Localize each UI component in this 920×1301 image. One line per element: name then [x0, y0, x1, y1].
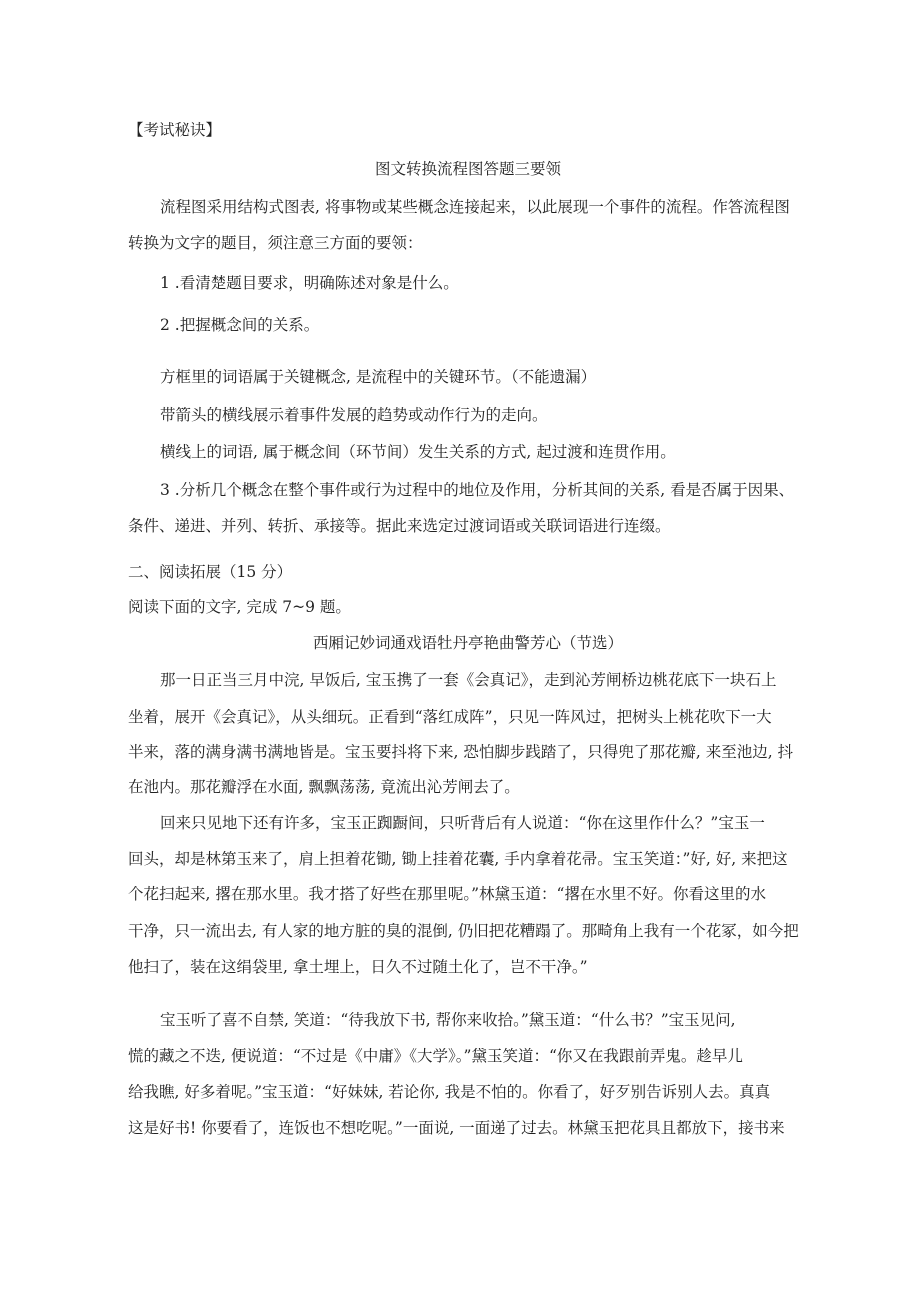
para2-line-4: 干净，只一流出去, 有人家的地方脏的臭的混倒, 仍旧把花糟蹋了。那畸角上我有一个花冢，如今把: [128, 922, 799, 940]
para3-line-3: 给我瞧, 好多着呢。”宝玉道：“好妹妹, 若论你, 我是不怕的。你看了，好歹别告诉别人去。真真: [128, 1083, 771, 1101]
para3-line-4: 这是好书! 你要看了，连饭也不想吃呢。”一面说, 一面递了过去。林黛玉把花具且都放下，接书来: [128, 1119, 785, 1137]
para3-line-2: 慌的藏之不迭, 便说道：“不过是《中庸》《大学》。”黛玉笑道：“你又在我跟前弄鬼。趁早儿: [128, 1047, 743, 1065]
para3-line-1: 宝玉听了喜不自禁, 笑道：“待我放下书, 帮你来收拾。”黛玉道：“什么书？”宝玉见问,: [160, 1011, 736, 1029]
intro-line-1: 流程图采用结构式图表, 将事物或某些概念连接起来，以此展现一个事件的流程。作答流程图: [160, 198, 790, 216]
para2-line-3: 个花扫起来, 撂在那水里。我才搭了好些在那里呢。”林黛玉道：“撂在水里不好。你看这里的水: [128, 885, 766, 903]
section-title: 二、阅读拓展（15 分）: [128, 563, 293, 581]
exam-tips-header: 【考试秘诀】: [128, 121, 222, 139]
point-2: 2 .把握概念间的关系。: [160, 316, 320, 334]
para1-line-4: 在池内。那花瓣浮在水面, 飘飘荡荡, 竟流出沁芳闸去了。: [128, 778, 520, 796]
reading-instruction: 阅读下面的文字, 完成 7~9 题。: [128, 598, 351, 616]
para2-line-5: 他扫了，装在这绢袋里, 拿土埋上，日久不过随土化了，岂不干净。”: [128, 958, 588, 976]
para1-line-1: 那一日正当三月中浣, 早饭后, 宝玉携了一套《会真记》，走到沁芳闸桥边桃花底下一块石上: [160, 671, 777, 689]
point-3-line-1: 3 .分析几个概念在整个事件或行为过程中的地位及作用，分析其间的关系, 看是否属于因果、: [160, 481, 795, 499]
exam-tips-title: 图文转换流程图答题三要领: [374, 160, 561, 178]
point-1: 1 .看清楚题目要求，明确陈述对象是什么。: [160, 274, 459, 292]
para2-line-1: 回来只见地下还有许多，宝玉正踟蹰间，只听背后有人说道：“你在这里作什么？”宝玉一: [160, 814, 765, 832]
sub-point-3: 横线上的词语, 属于概念间（环节间）发生关系的方式, 起过渡和连贯作用。: [160, 443, 676, 461]
para1-line-3: 半来，落的满身满书满地皆是。宝玉要抖将下来, 恐怕脚步践踏了，只得兜了那花瓣, 来至池边, 抖: [128, 743, 794, 761]
para2-line-2: 回头，却是林第玉来了，肩上担着花锄, 锄上挂着花囊, 手内拿着花帚。宝玉笑道：”好, 好, 来把这: [128, 850, 788, 868]
para1-line-2: 坐着，展开《会真记》，从头细玩。正看到“落红成阵”，只见一阵风过，把树头上桃花吹下一大: [128, 708, 772, 726]
sub-point-2: 带箭头的横线展示着事件发展的趋势或动作行为的走向。: [160, 406, 548, 424]
intro-line-2: 转换为文字的题目，须注意三方面的要领：: [128, 234, 423, 252]
point-3-line-2: 条件、递进、并列、转折、承接等。据此来选定过渡词语或关联词语进行连缀。: [128, 517, 671, 535]
passage-title: 西厢记妙词通戏语牡丹亭艳曲警芳心（节选）: [312, 634, 623, 652]
sub-point-1: 方框里的词语属于关键概念, 是流程中的关键环节。（不能遗漏）: [160, 368, 597, 386]
